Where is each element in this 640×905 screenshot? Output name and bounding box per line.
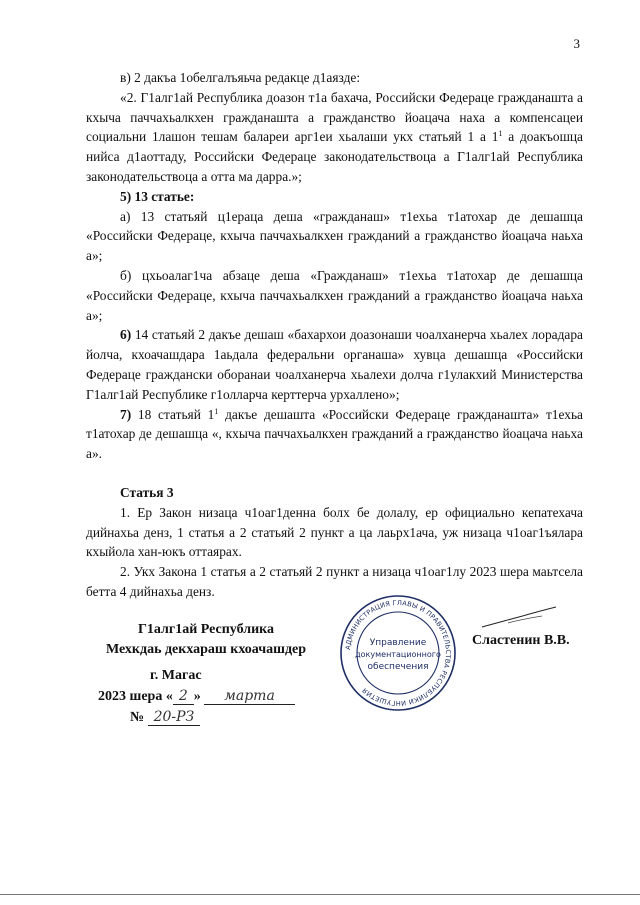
signatory-name: Сластенин В.В. — [472, 633, 570, 648]
paragraph-text: 18 статьяй 1 — [131, 406, 215, 422]
date-day-handwritten: 2 — [173, 688, 194, 705]
item-number: 7) — [120, 406, 132, 422]
paragraph-quoted-part-2 — [86, 88, 583, 187]
paragraph-text: 14 статьяй 2 дакъе дешаш «бахархои доазонаши чоалханерча хьалех лорадара йолча, кхоачашдара 1аьдала федеральни органаша» хувца дешашца «Российски Федераце граждански оборанаи чоалханерча хьалехи долча г1улакхий Министерства Г1алг1ай Республике г1олларча керттерча урхаллено»; — [86, 327, 583, 402]
paragraph-text: 1. Ер Закон низаца ч1оаг1денна болх бе долалу, ер официально кепатехача дийнахьа денз, 1 статья а 2 статьяй 2 пункт а ца лаьрх1ача, уж низаца ч1оаг1ъялара кхыйола хан-юкъ оттаярах. — [86, 504, 583, 560]
date-mid: » — [193, 689, 201, 704]
item-5b — [86, 266, 583, 325]
heading-text: Статья 3 — [120, 484, 174, 500]
superscript: 1 — [498, 129, 503, 139]
official-stamp — [338, 593, 458, 713]
stamp-center-line-2: документационного — [355, 650, 441, 659]
page-number: 3 — [573, 36, 580, 51]
signatory-title-line-1: Г1алг1ай Республика — [137, 622, 275, 637]
number-handwritten: 20-РЗ — [148, 709, 201, 726]
place-of-signing: г. Магас — [150, 668, 202, 683]
paragraph-v — [86, 68, 583, 88]
item-6 — [86, 325, 583, 404]
item-number: 6) — [120, 327, 132, 343]
paragraph-text: б) цхьоалаг1ча абзаце деша «Гражданаш» т1ехьа т1атохар де дешашца «Российски Федераце, кхыча паччахьалкхен гражданий а гражданство йоацача наьха а»; — [86, 267, 583, 323]
paragraph-text: а) 13 статьяй ц1ераца деша «гражданаш» т1ехьа т1атохар де дешашца «Российски Федераце, кхыча паччахьалкхен гражданий а гражданство йоацача наьха а»; — [86, 208, 583, 264]
document-body — [86, 68, 583, 602]
handwritten-signature — [478, 603, 558, 633]
paragraph-text-tail: а доакъошца нийса д1аоттаду, Российски Федераце законодательствоца а Г1алг1ай Республика законодательствоца а отта ма дарра.»; — [86, 129, 583, 184]
stamp-ring-text: АДМИНИСТРАЦИЯ ГЛАВЫ И ПРАВИТЕЛЬСТВА РЕСПУБЛИКИ ИНГУШЕТИЯ — [344, 598, 453, 708]
paragraph-text: «2. Г1алг1ай Республика доазон т1а бахача, Российски Федераце гражданашта а кхыча паччахьалкхен гражданашта а гражданство йоацача наха а компенсацеи социальни 1лашон тешам балареи арг1еи хьалаши укх статьяй 1 а 1 — [86, 89, 583, 145]
paragraph-text: 2. Укх Закона 1 статья а 2 статьяй 2 пункт а низаца ч1оаг1лу 2023 шера маьтсела бетта 4 дийнахьа денз. — [86, 564, 583, 599]
bold-text: 5) 13 статье: — [120, 188, 195, 204]
stamp-center-line-3: обеспечения — [367, 662, 429, 672]
paragraph-text-tail: дакъе дешашта «Российски Федераце гражданашта» т1ехьа т1атохар де дешашца «, кхыча паччахьалкхен гражданий а гражданство йоацача наьха а». — [86, 406, 584, 462]
document-number — [130, 709, 200, 726]
item-7 — [86, 405, 583, 464]
paragraph-text: в) 2 дакъа 1обелгалъяьча редакце д1аязде: — [120, 70, 361, 85]
signatory-title-line-2: Мехкдаь декхараш кхоачашдер — [105, 642, 307, 657]
signatory-title — [86, 620, 326, 660]
date-month-handwritten: марта — [204, 688, 295, 705]
page-bottom-line — [0, 894, 640, 895]
article-3-clause-1 — [86, 503, 583, 562]
stamp-center-line-1: Управление — [369, 638, 427, 648]
date-prefix: 2023 шера « — [98, 689, 173, 704]
item-5-heading — [86, 187, 583, 207]
number-prefix: № — [130, 710, 145, 725]
item-5a — [86, 207, 583, 266]
article-3-clause-2 — [86, 562, 583, 602]
superscript: 1 — [214, 406, 219, 416]
article-3-heading — [86, 483, 583, 503]
signing-date — [98, 688, 295, 705]
